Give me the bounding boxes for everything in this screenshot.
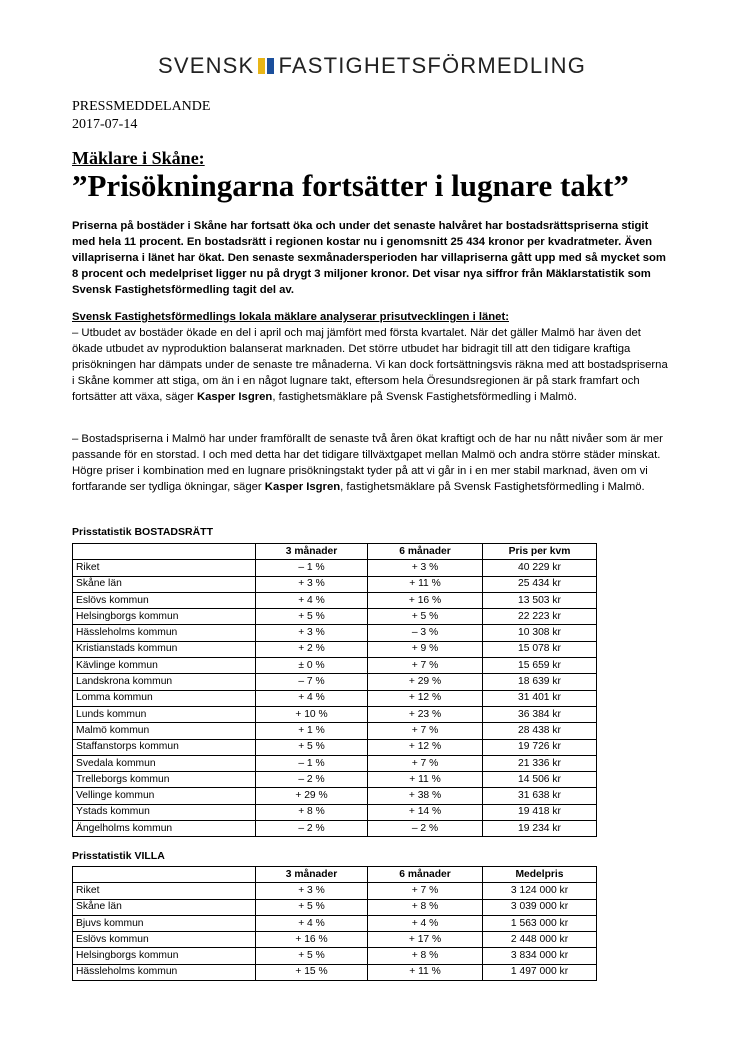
table-cell: + 16 % (368, 592, 483, 608)
table-row (73, 899, 597, 915)
table-cell: 3 124 000 kr (483, 883, 597, 899)
row-label-cell: Skåne län (73, 899, 256, 915)
table-cell: + 12 % (368, 739, 483, 755)
table-cell: + 4 % (256, 592, 368, 608)
table-cell: 3 834 000 kr (483, 948, 597, 964)
table-row (73, 739, 597, 755)
table-row (73, 609, 597, 625)
doc-type-label: PRESSMEDDELANDE (72, 99, 211, 114)
row-label-cell: Ystads kommun (73, 804, 256, 820)
headline-kicker: Mäklare i Skåne: (72, 148, 205, 168)
row-label-cell: Eslövs kommun (73, 592, 256, 608)
table-cell: + 2 % (256, 641, 368, 657)
table-row (73, 772, 597, 788)
row-label-cell: Riket (73, 560, 256, 576)
table-cell: 15 078 kr (483, 641, 597, 657)
table-cell: 3 039 000 kr (483, 899, 597, 915)
headline: ”Prisökningarna fortsätter i lugnare takt” (72, 168, 629, 203)
table-row (73, 706, 597, 722)
table-cell: 15 659 kr (483, 658, 597, 674)
row-label-cell: Lomma kommun (73, 690, 256, 706)
row-label-cell: Hässleholms kommun (73, 625, 256, 641)
swedish-flag-icon (258, 58, 274, 74)
table-row (73, 641, 597, 657)
villa-table (72, 866, 597, 981)
table-cell: – 2 % (368, 821, 483, 837)
table-cell: 14 506 kr (483, 772, 597, 788)
quote-1-text-b: , fastighetsmäklare på Svensk Fastighetsförmedling i Malmö. (272, 390, 577, 403)
table-cell: + 8 % (368, 899, 483, 915)
table-row (73, 690, 597, 706)
table-cell: + 7 % (368, 883, 483, 899)
table-cell: + 9 % (368, 641, 483, 657)
row-label-cell: Trelleborgs kommun (73, 772, 256, 788)
table-cell: + 29 % (368, 674, 483, 690)
villa-table-title: Prisstatistik VILLA (72, 850, 165, 862)
table-header-row (73, 867, 597, 883)
table-row (73, 723, 597, 739)
row-label-cell: Lunds kommun (73, 706, 256, 722)
table-cell: + 3 % (256, 625, 368, 641)
table-cell: 19 234 kr (483, 821, 597, 837)
company-logo (72, 53, 672, 79)
table-cell: + 3 % (256, 576, 368, 592)
bostadsratt-table (72, 543, 597, 837)
table-cell: + 11 % (368, 964, 483, 980)
table-row (73, 625, 597, 641)
table-cell: – 1 % (256, 560, 368, 576)
table-cell: – 2 % (256, 772, 368, 788)
table-cell: + 4 % (256, 690, 368, 706)
section-heading: Svensk Fastighetsförmedlings lokala mäklare analyserar prisutvecklingen i länet: (72, 311, 509, 323)
row-label-cell: Kristianstads kommun (73, 641, 256, 657)
table-cell: 21 336 kr (483, 755, 597, 771)
table-row (73, 658, 597, 674)
table-cell: + 38 % (368, 788, 483, 804)
table-cell: + 4 % (368, 915, 483, 931)
logo-word-right: FASTIGHETSFÖRMEDLING (278, 53, 587, 78)
table-cell: 28 438 kr (483, 723, 597, 739)
table-cell: + 15 % (256, 964, 368, 980)
row-label-cell: Kävlinge kommun (73, 658, 256, 674)
table-cell: + 4 % (256, 915, 368, 931)
bostadsratt-table-title: Prisstatistik BOSTADSRÄTT (72, 526, 213, 538)
row-label-cell: Helsingborgs kommun (73, 948, 256, 964)
table-cell: 22 223 kr (483, 609, 597, 625)
table-cell: 31 401 kr (483, 690, 597, 706)
row-label-cell: Svedala kommun (73, 755, 256, 771)
row-label-cell: Helsingborgs kommun (73, 609, 256, 625)
table-cell: + 8 % (368, 948, 483, 964)
table-header-row (73, 544, 597, 560)
table-cell: + 5 % (256, 739, 368, 755)
table-row (73, 576, 597, 592)
row-label-cell: Skåne län (73, 576, 256, 592)
column-header: 6 månader (368, 867, 483, 883)
quote-2-text-b: , fastighetsmäklare på Svensk Fastighetsförmedling i Malmö. (340, 480, 645, 493)
row-label-cell: Ängelholms kommun (73, 821, 256, 837)
table-cell: + 23 % (368, 706, 483, 722)
table-cell: + 5 % (256, 609, 368, 625)
table-cell: + 3 % (256, 883, 368, 899)
row-label-cell: Malmö kommun (73, 723, 256, 739)
table-cell: + 11 % (368, 576, 483, 592)
table-cell: + 7 % (368, 755, 483, 771)
table-row (73, 755, 597, 771)
quote-2-speaker: Kasper Isgren (264, 480, 341, 493)
column-header: 3 månader (256, 867, 368, 883)
row-label-cell: Eslövs kommun (73, 932, 256, 948)
table-cell: 13 503 kr (483, 592, 597, 608)
table-row (73, 821, 597, 837)
table-cell: + 14 % (368, 804, 483, 820)
table-cell: + 3 % (368, 560, 483, 576)
row-label-cell: Hässleholms kommun (73, 964, 256, 980)
table-row (73, 592, 597, 608)
table-cell: ± 0 % (256, 658, 368, 674)
table-cell: + 1 % (256, 723, 368, 739)
table-cell: – 3 % (368, 625, 483, 641)
table-row (73, 674, 597, 690)
row-label-cell: Landskrona kommun (73, 674, 256, 690)
row-label-cell: Bjuvs kommun (73, 915, 256, 931)
table-cell: 25 434 kr (483, 576, 597, 592)
table-cell: 10 308 kr (483, 625, 597, 641)
table-row (73, 915, 597, 931)
quote-1-text-a: – Utbudet av bostäder ökade en del i april och maj jämfört med första kvartalet. När det gäller Malmö har även det ökade utbudet av nyproduktion balanserat marknaden. Det större utbudet har bidragit till att den tidigare kraftiga prisökningen har dämpats under de senaste tre månaderna. Vi kan dock fortsättningsvis räkna med att bostadspriserna i Skåne kommer att stiga, om än i en något lugnare takt, eftersom hela Öresundsregionen är på stark framfart och fortsätter att växa, säger (72, 327, 668, 403)
doc-date: 2017-07-14 (72, 117, 138, 132)
table-cell: + 29 % (256, 788, 368, 804)
logo-word-left: SVENSK (157, 53, 255, 78)
lead-paragraph: Priserna på bostäder i Skåne har fortsatt öka och under det senaste halvåret har bostadsrättspriserna stigit med hela 11 procent. En bostadsrätt i regionen kostar nu i genomsnitt 25 434 kronor per kvadratmeter. Även villapriserna i länet har ökat. Den senaste sexmånadersperioden har villapriserna gått upp med så mycket som 8 procent och medelpriset ligger nu på drygt 3 miljoner kronor. Det visar nya siffror från Mäklarstatistik som Svensk Fastighetsförmedling tagit del av. (72, 220, 666, 296)
column-header: 6 månader (368, 544, 483, 560)
table-cell: 2 448 000 kr (483, 932, 597, 948)
table-row (73, 883, 597, 899)
table-cell: + 5 % (368, 609, 483, 625)
table-cell: – 2 % (256, 821, 368, 837)
table-cell: + 8 % (256, 804, 368, 820)
table-cell: 1 563 000 kr (483, 915, 597, 931)
row-label-cell: Vellinge kommun (73, 788, 256, 804)
table-row (73, 560, 597, 576)
quote-paragraph-2 (72, 432, 672, 496)
column-header: Medelpris (483, 867, 597, 883)
table-cell: 19 726 kr (483, 739, 597, 755)
table-cell: + 5 % (256, 948, 368, 964)
quote-1-speaker: Kasper Isgren (196, 390, 273, 403)
table-row (73, 788, 597, 804)
table-cell: + 5 % (256, 899, 368, 915)
table-row (73, 964, 597, 980)
table-cell: + 16 % (256, 932, 368, 948)
table-cell: + 7 % (368, 658, 483, 674)
column-header: 3 månader (256, 544, 368, 560)
column-header: Pris per kvm (483, 544, 597, 560)
table-row (73, 948, 597, 964)
table-cell: 31 638 kr (483, 788, 597, 804)
table-row (73, 804, 597, 820)
table-cell: 1 497 000 kr (483, 964, 597, 980)
table-cell: – 1 % (256, 755, 368, 771)
press-meta (72, 98, 210, 134)
column-header (73, 867, 256, 883)
row-label-cell: Riket (73, 883, 256, 899)
table-row (73, 932, 597, 948)
column-header (73, 544, 256, 560)
table-cell: + 12 % (368, 690, 483, 706)
table-cell: 36 384 kr (483, 706, 597, 722)
table-cell: + 17 % (368, 932, 483, 948)
table-cell: – 7 % (256, 674, 368, 690)
row-label-cell: Staffanstorps kommun (73, 739, 256, 755)
quote-2-text-a: – Bostadspriserna i Malmö har under framförallt de senaste två åren ökat kraftigt och de har nu nått nivåer som är mer passande för en storstad. I och med detta har det tidigare tillväxtgapet mellan Malmö och andra större städer minskat. Högre priser i kombination med en lugnare prisökningstakt tyder på att vi går in i en mer stabil marknad, även om vi fortfarande ser tydliga ökningar, säger (72, 433, 663, 493)
table-cell: 18 639 kr (483, 674, 597, 690)
table-cell: + 11 % (368, 772, 483, 788)
table-cell: 19 418 kr (483, 804, 597, 820)
table-cell: 40 229 kr (483, 560, 597, 576)
table-cell: + 10 % (256, 706, 368, 722)
quote-paragraph-1 (72, 326, 672, 406)
table-cell: + 7 % (368, 723, 483, 739)
